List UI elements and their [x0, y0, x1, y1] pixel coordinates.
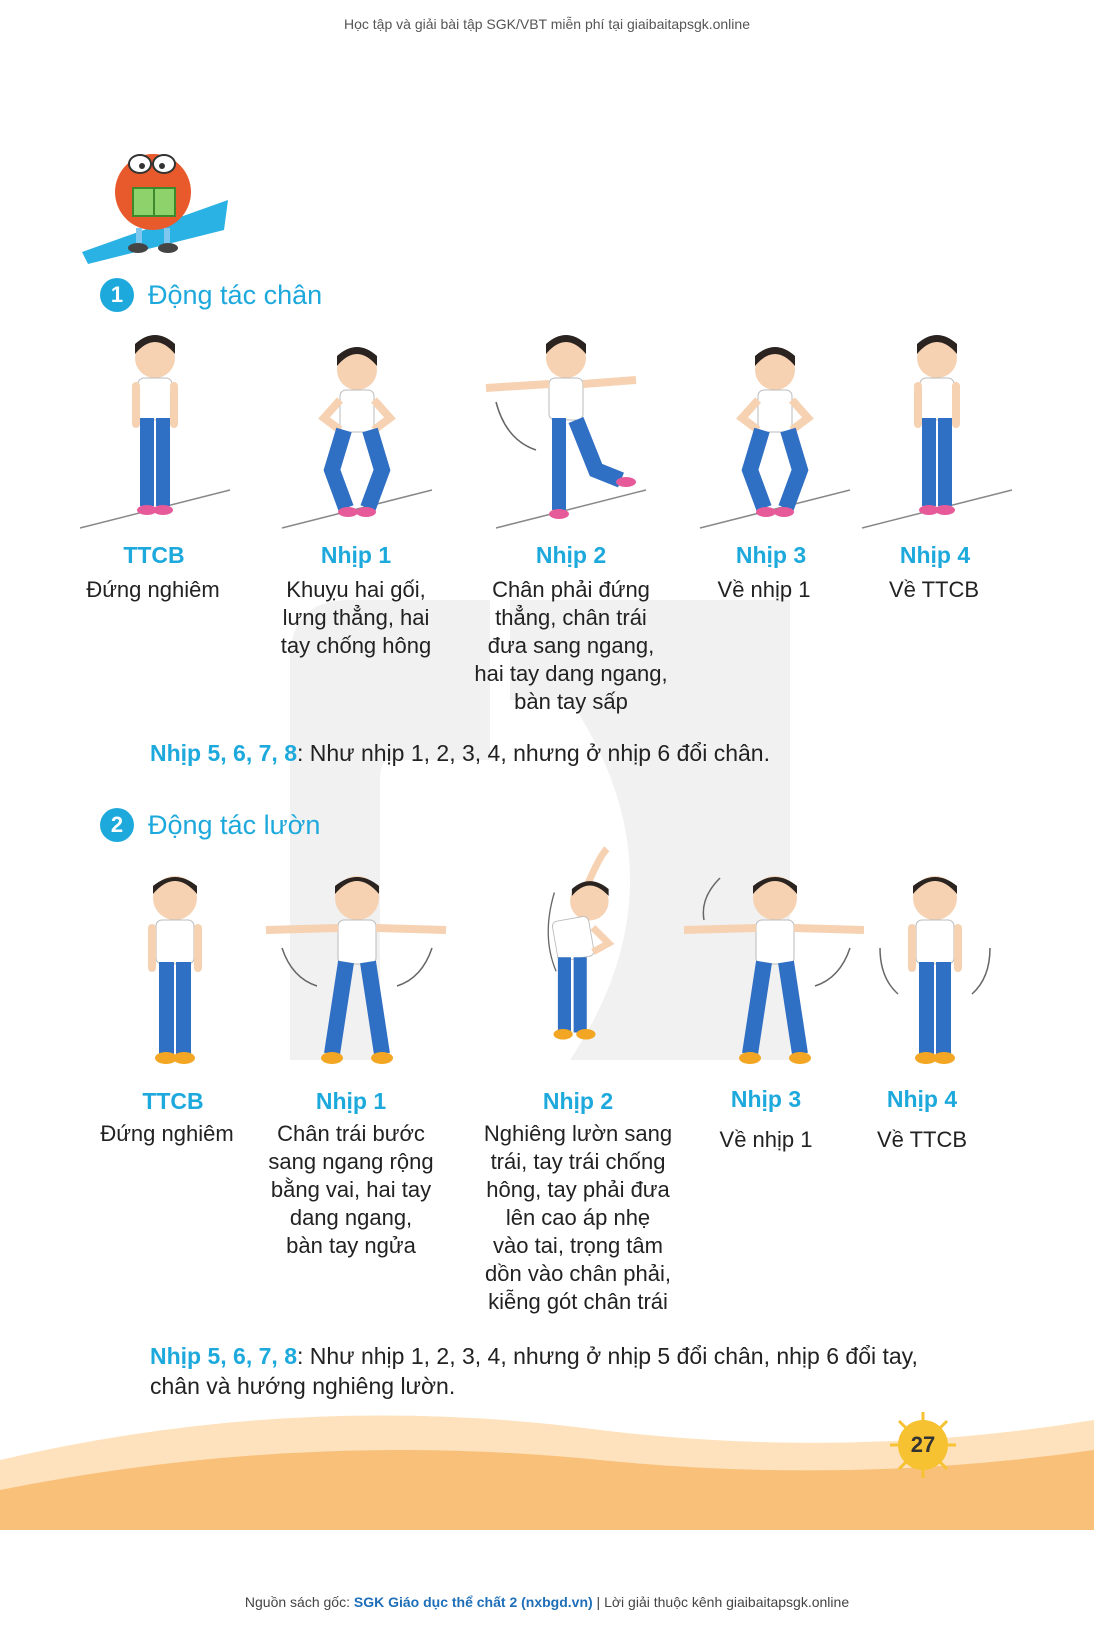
note-lead: Nhịp 5, 6, 7, 8 [150, 740, 297, 766]
step-description: Về nhịp 1 [717, 577, 811, 602]
boy-figure-step-1 [262, 868, 452, 1078]
note-lead: Nhịp 5, 6, 7, 8 [150, 1343, 297, 1369]
boy-figure-step-2 [490, 840, 680, 1050]
source-book-link[interactable]: SGK Giáo dục thể chất 2 (nxbgd.vn) [353, 1594, 593, 1610]
mascot-reading-icon [78, 140, 238, 270]
step-description: Khuỵu hai gối, lưng thẳng, hai tay chống hông [280, 577, 432, 658]
section-number-badge: 1 [100, 278, 134, 312]
step-label: Nhịp 2 [542, 1088, 614, 1114]
step-description: Đứng nghiêm [86, 577, 220, 602]
section-heading: Động tác lườn [148, 809, 321, 840]
boy-figure-ttcb [80, 868, 270, 1078]
section-number-badge: 2 [100, 808, 134, 842]
section-2-note [150, 1341, 990, 1401]
boy-figure-step-4 [840, 868, 1030, 1078]
step-description: Đứng nghiêm [100, 1121, 234, 1146]
section-2-title [100, 808, 320, 842]
step-description: Về TTCB [876, 1127, 968, 1152]
section-1-title [100, 278, 322, 312]
step-label: TTCB [123, 542, 185, 568]
section-1-note [150, 738, 990, 768]
girl-figure-step-2 [476, 330, 666, 540]
header-note: Học tập và giải bài tập SGK/VBT miễn phí tại giaibaitapsgk.online [344, 16, 750, 32]
step-label: Nhịp 4 [886, 1086, 958, 1112]
girl-figure-step-1 [262, 330, 452, 540]
step-label: Nhịp 1 [320, 542, 392, 568]
step-label: Nhịp 4 [899, 542, 971, 568]
step-label: Nhịp 3 [730, 1086, 802, 1112]
note-text-continued: chân và hướng nghiêng lườn. [150, 1373, 456, 1399]
step-label: TTCB [142, 1088, 204, 1114]
girl-figure-step-4 [842, 330, 1032, 540]
source-line [0, 1594, 1094, 1610]
step-label: Nhịp 2 [535, 542, 607, 568]
source-prefix: Nguồn sách gốc: [244, 1594, 354, 1610]
note-text: : Như nhịp 1, 2, 3, 4, nhưng ở nhịp 6 đổi chân. [297, 740, 770, 766]
page-number: 27 [910, 1432, 936, 1457]
step-label: Nhịp 1 [315, 1088, 387, 1114]
step-description: Về nhịp 1 [719, 1127, 813, 1152]
step-description: Chân phải đứng thẳng, chân trái đưa sang ngang, hai tay dang ngang, bàn tay sấp [474, 577, 668, 714]
section-heading: Động tác chân [148, 279, 323, 310]
step-label: Nhịp 3 [735, 542, 807, 568]
girl-figure-ttcb [60, 330, 250, 540]
step-description: Chân trái bước sang ngang rộng bằng vai, hai tay dang ngang, bàn tay ngửa [268, 1121, 434, 1258]
source-suffix: | Lời giải thuộc kênh giaibaitapsgk.online [592, 1594, 850, 1610]
note-text: : Như nhịp 1, 2, 3, 4, nhưng ở nhịp 5 đổi chân, nhịp 6 đổi tay, [297, 1343, 918, 1369]
step-description: Nghiêng lườn sang trái, tay trái chống hông, tay phải đưa lên cao áp nhẹ vào tai, trọng tâm dồn vào chân phải, kiễng gót chân trái [483, 1121, 673, 1314]
step-description: Về TTCB [888, 577, 980, 602]
